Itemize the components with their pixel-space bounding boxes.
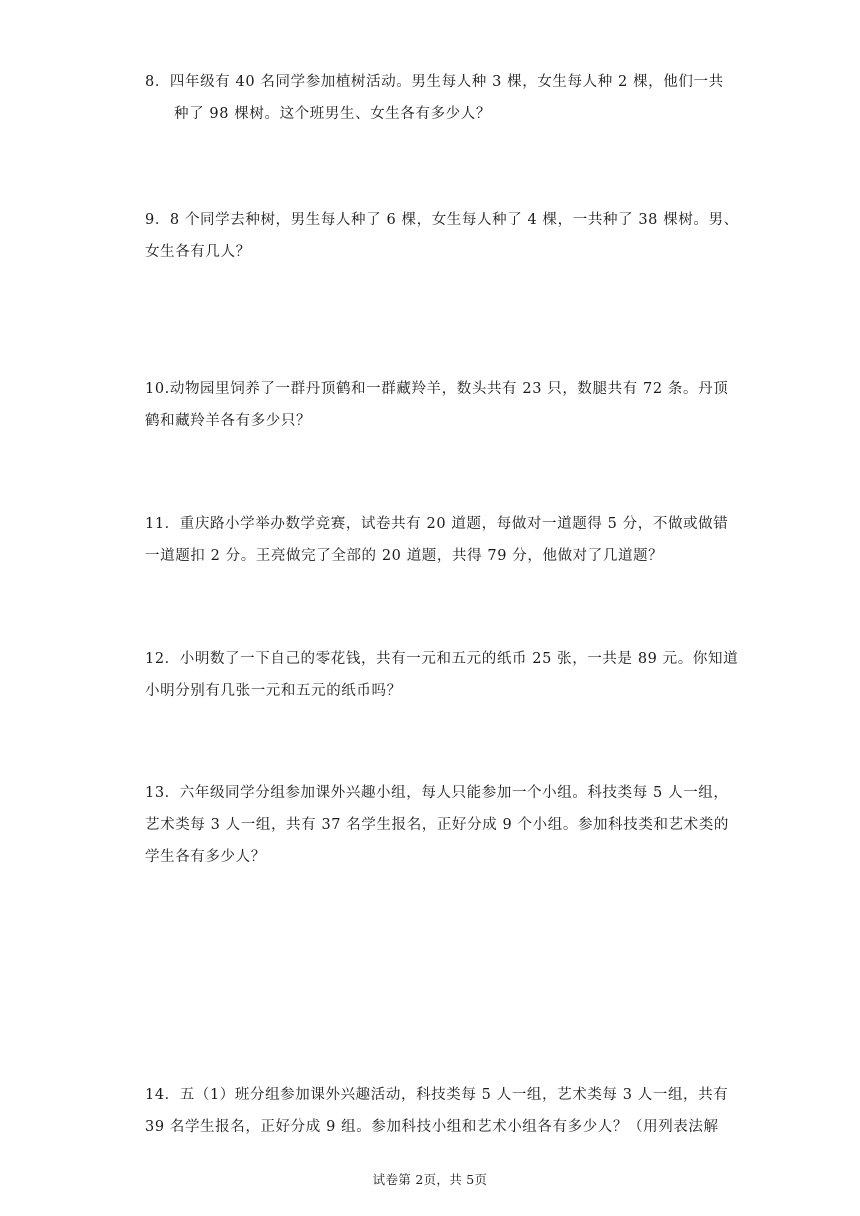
question-12-line-1: 12．小明数了一下自己的零花钱，共有一元和五元的纸币 25 张，一共是 89 元。你知道 bbox=[145, 651, 739, 667]
question-13-line-3: 学生各有多少人？ bbox=[145, 849, 266, 865]
question-14-line-1: 14．五（1）班分组参加课外兴趣活动，科技类每 5 人一组，艺术类每 3 人一组，共有 bbox=[145, 1087, 729, 1103]
question-12-line-2: 小明分别有几张一元和五元的纸币吗？ bbox=[145, 683, 402, 699]
question-10-line-1: 10.动物园里饲养了一群丹顶鹤和一群藏羚羊，数头共有 23 只，数腿共有 72 条。丹顶 bbox=[145, 381, 729, 397]
question-14-line-2: 39 名学生报名，正好分成 9 组。参加科技小组和艺术小组各有多少人？（用列表法解 bbox=[145, 1119, 719, 1135]
page-footer: 试卷第 2页，共 5页 bbox=[372, 1172, 488, 1187]
question-9-line-2: 女生各有几人？ bbox=[145, 244, 251, 260]
question-11-line-1: 11．重庆路小学举办数学竞赛，试卷共有 20 道题，每做对一道题得 5 分，不做或做错 bbox=[145, 516, 729, 532]
question-10-line-2: 鹤和藏羚羊各有多少只？ bbox=[145, 413, 312, 429]
question-13-line-1: 13．六年级同学分组参加课外兴趣小组，每人只能参加一个小组。科技类每 5 人一组， bbox=[145, 785, 729, 801]
question-8-line-2: 种了 98 棵树。这个班男生、女生各有多少人？ bbox=[174, 106, 491, 122]
question-9-line-1: 9．8 个同学去种树，男生每人种了 6 棵，女生每人种了 4 棵，一共种了 38 棵树。男、 bbox=[145, 212, 739, 228]
question-11-line-2: 一道题扣 2 分。王亮做完了全部的 20 道题，共得 79 分，他做对了几道题？ bbox=[145, 548, 664, 564]
question-8-line-1: 8．四年级有 40 名同学参加植树活动。男生每人种 3 棵，女生每人种 2 棵，他们一共 bbox=[145, 74, 724, 90]
question-13-line-2: 艺术类每 3 人一组，共有 37 名学生报名，正好分成 9 个小组。参加科技类和艺术类的 bbox=[145, 817, 729, 833]
